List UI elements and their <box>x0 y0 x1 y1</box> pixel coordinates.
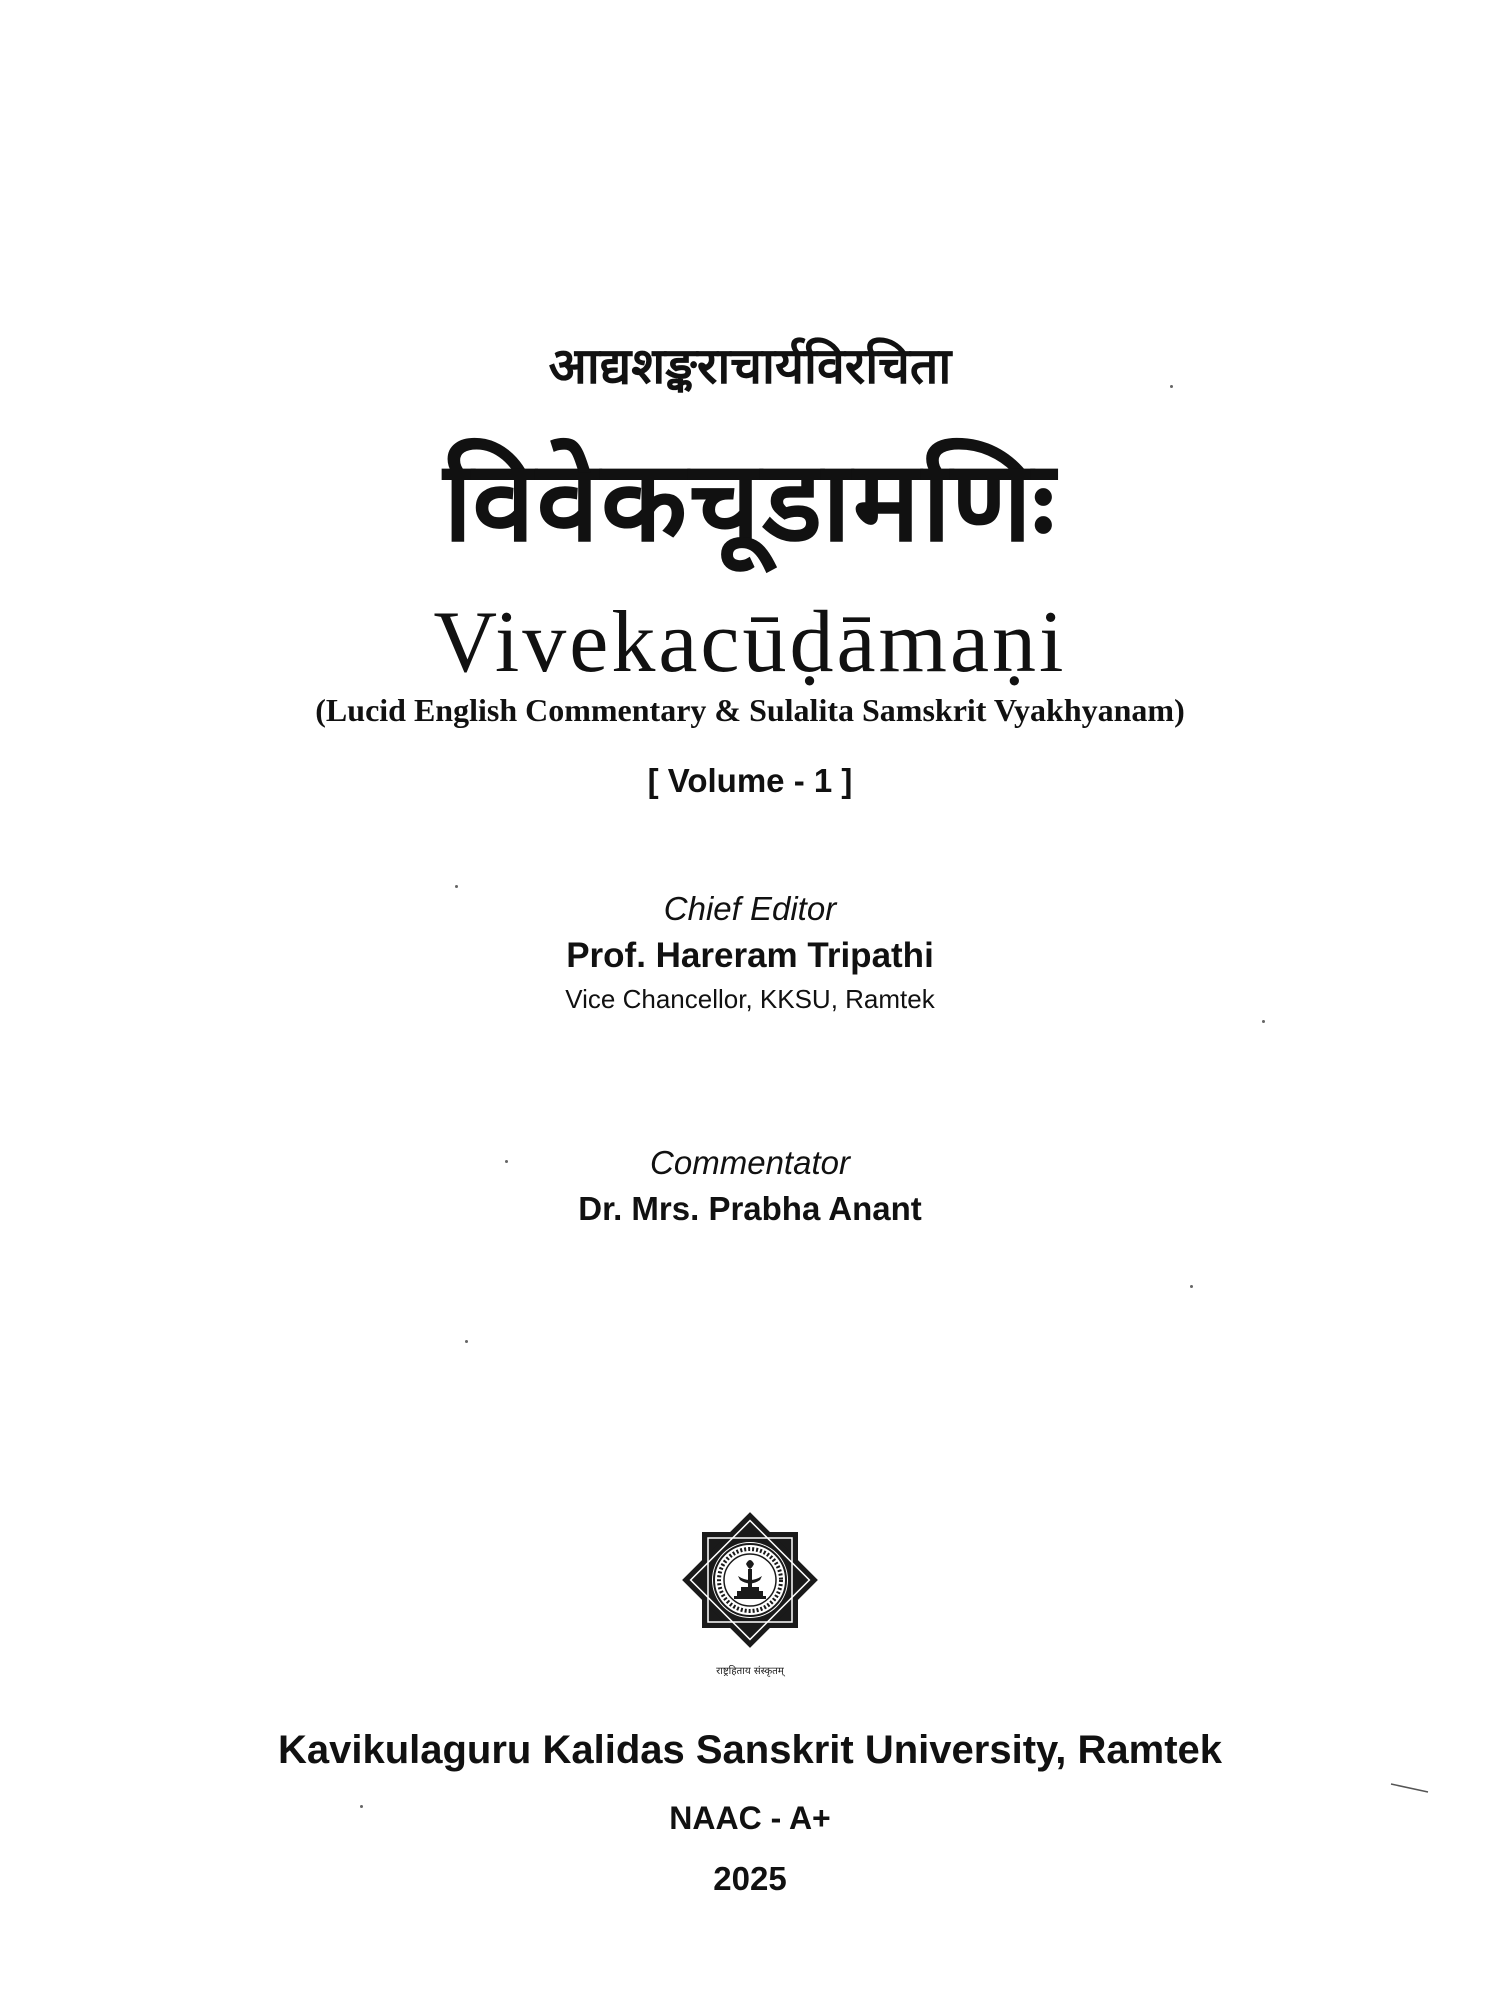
chief-editor-affiliation: Vice Chancellor, KKSU, Ramtek <box>565 984 935 1014</box>
subtitle: (Lucid English Commentary & Sulalita Samskrit Vyakhyanam) <box>315 692 1185 728</box>
scan-mark <box>1390 1782 1430 1794</box>
scan-speck <box>360 1805 363 1808</box>
scan-speck <box>455 885 458 888</box>
commentator-name: Dr. Mrs. Prabha Anant <box>578 1190 922 1227</box>
university-seal-icon <box>680 1510 820 1680</box>
title-sanskrit: विवेकचूडामणिः <box>443 437 1057 567</box>
scan-speck <box>1170 385 1173 388</box>
scan-speck <box>1262 1020 1265 1023</box>
accreditation-label: NAAC - A+ <box>669 1800 831 1836</box>
chief-editor-name: Prof. Hareram Tripathi <box>566 936 934 975</box>
chief-editor-role: Chief Editor <box>663 890 837 927</box>
volume-label: [ Volume - 1 ] <box>647 762 853 799</box>
publication-year: 2025 <box>713 1860 787 1897</box>
title-roman: Vivekacūḍāmaṇi <box>433 594 1067 691</box>
seal-motto: राष्ट्रहिताय संस्कृतम् <box>716 1666 784 1677</box>
publisher-name: Kavikulaguru Kalidas Sanskrit University, Ramtek <box>277 1728 1223 1772</box>
attribution: आद्यशङ्कराचार्यविरचिता <box>548 337 952 395</box>
scan-speck <box>465 1340 468 1343</box>
commentator-role: Commentator <box>650 1144 850 1181</box>
scan-speck <box>505 1160 508 1163</box>
scan-speck <box>1190 1285 1193 1288</box>
